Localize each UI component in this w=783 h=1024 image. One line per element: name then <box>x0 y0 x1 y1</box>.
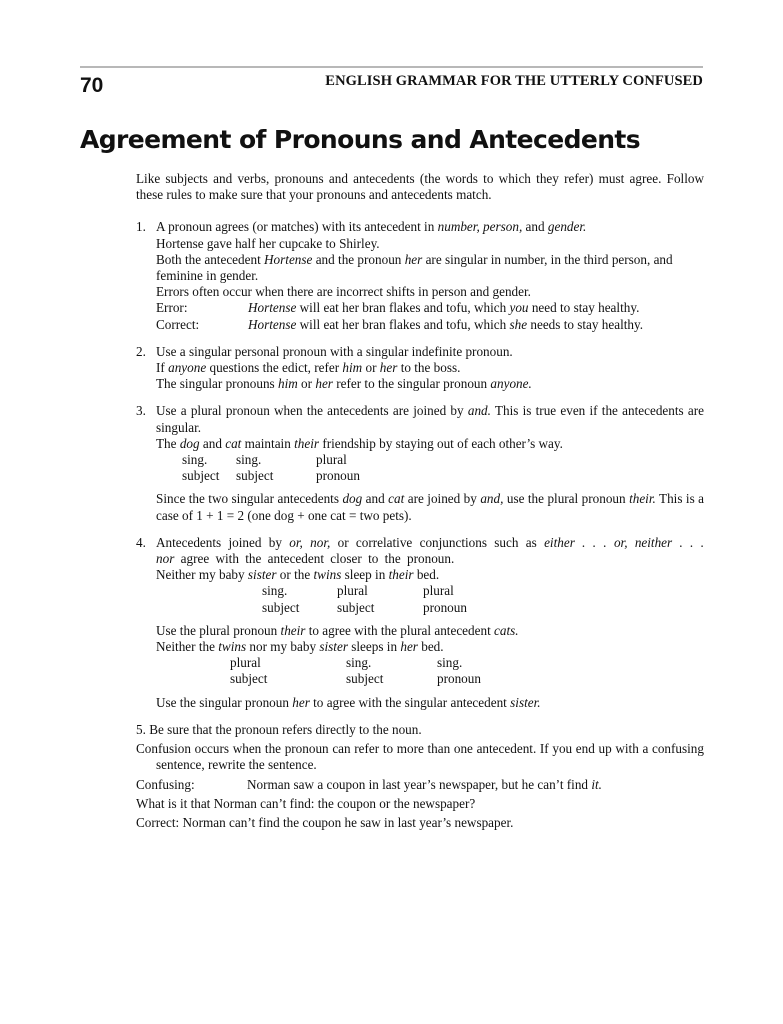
text: subject <box>182 468 220 484</box>
annotation <box>337 583 423 615</box>
text: sing. <box>182 452 208 468</box>
text: Both the antecedent <box>156 251 265 267</box>
rule-number: 2. <box>136 343 146 359</box>
text: or the <box>276 567 314 583</box>
text: her <box>292 694 310 710</box>
text: pronoun <box>437 671 481 687</box>
text: or correlative conjunctions such as <box>330 534 545 550</box>
text: it. <box>591 776 602 792</box>
text: subject <box>230 671 268 687</box>
text: sing. <box>437 655 463 671</box>
text: and <box>199 435 226 451</box>
header-rule <box>80 66 703 68</box>
text: bed. <box>413 567 440 583</box>
text: sing. <box>236 452 262 468</box>
text: sister <box>247 567 277 583</box>
rule-statement: 5. Be sure that the pronoun refers directly to the noun. <box>136 721 422 737</box>
text: dog <box>342 491 363 507</box>
annotation <box>262 583 337 615</box>
intro-paragraph: Like subjects and verbs, pronouns and antecedents (the words to which they refer) must agree. Follow these rules to make sure that your pronouns and antecedents match. <box>136 171 704 203</box>
text: their <box>280 622 306 638</box>
text: their. <box>629 491 656 507</box>
text: The <box>156 435 180 451</box>
annotation <box>346 655 437 687</box>
text: nor my baby <box>246 639 320 655</box>
text: will eat her bran flakes and tofu, which <box>296 300 510 316</box>
text: sing. <box>346 655 372 671</box>
text: to agree with the plural antecedent <box>305 622 495 638</box>
text: her <box>400 639 418 655</box>
example-sentence <box>156 436 704 452</box>
annotation <box>437 655 481 687</box>
text: agree with the antecedent closer to the pronoun. <box>174 551 455 567</box>
text: their <box>388 567 414 583</box>
explanation: Confusion occurs when the pronoun can refer to more than one antecedent. If you end up with a confusing sentence, rewrite the sentence. <box>136 741 704 773</box>
text: her <box>315 376 333 392</box>
rule-statement: Use a singular personal pronoun with a singular indefinite pronoun. <box>156 343 513 359</box>
text: sister <box>319 639 348 655</box>
confusing-label: Confusing: <box>136 776 195 792</box>
text: number, person, <box>437 219 523 235</box>
text: or, nor, <box>289 534 331 550</box>
text: plural <box>230 655 261 671</box>
annotation <box>182 452 236 484</box>
text: pronoun <box>423 599 467 615</box>
text: subject <box>346 671 384 687</box>
text: If <box>156 360 169 376</box>
text: twins <box>218 639 247 655</box>
text: Use a plural pronoun when the antecedents are joined by <box>156 403 468 419</box>
text: and, <box>480 491 504 507</box>
text: cat <box>225 435 242 451</box>
text: A pronoun agrees (or matches) with its antecedent in <box>156 219 438 235</box>
page-number: 70 <box>80 74 104 97</box>
text: are joined by <box>404 491 481 507</box>
text: anyone <box>168 360 207 376</box>
text: Hortense <box>248 316 297 332</box>
running-title: ENGLISH GRAMMAR FOR THE UTTERLY CONFUSED <box>325 73 703 89</box>
annotation <box>316 452 360 484</box>
rule-number: 1. <box>136 219 146 235</box>
text: twins <box>313 567 342 583</box>
text: questions the edict, refer <box>206 360 343 376</box>
text: Use the plural pronoun <box>156 622 281 638</box>
question: What is it that Norman can’t find: the coupon or the newspaper? <box>136 795 476 811</box>
text: maintain <box>241 435 295 451</box>
text: either . . . or, neither . . . nor <box>156 534 704 567</box>
body-text <box>136 171 704 831</box>
rule-3 <box>136 403 704 523</box>
text: and the pronoun <box>312 251 405 267</box>
text: plural <box>423 583 454 599</box>
annotation-grid <box>156 655 704 687</box>
text: dog <box>179 435 200 451</box>
explanation <box>156 252 704 284</box>
annotation <box>423 583 467 615</box>
rule-4 <box>136 535 704 711</box>
rule-number: 3. <box>136 403 146 419</box>
rule-number: 4. <box>136 534 146 550</box>
text: sister. <box>510 694 541 710</box>
text: to the boss. <box>397 360 461 376</box>
annotation-grid <box>156 452 704 484</box>
text: Hortense <box>248 300 297 316</box>
rule-statement <box>156 219 704 235</box>
annotation <box>236 452 316 484</box>
text: to agree with the singular antecedent <box>309 694 511 710</box>
text: cat <box>388 491 405 507</box>
text: cats. <box>494 622 519 638</box>
text: Neither my baby <box>156 567 248 583</box>
text: her <box>379 360 398 376</box>
text: sleeps in <box>347 639 401 655</box>
text: This is true even if the antecedents are singular. <box>156 403 704 435</box>
text: Since the two singular antecedents <box>156 491 343 507</box>
rule-statement <box>156 535 704 567</box>
explanation <box>156 491 704 523</box>
text: pronoun <box>316 468 360 484</box>
rule-statement <box>156 403 704 435</box>
text: bed. <box>417 639 444 655</box>
text: you <box>509 300 529 316</box>
text: she <box>509 316 528 332</box>
text: Norman saw a coupon in last year’s newspaper, but he can’t find <box>247 776 592 792</box>
explanation <box>156 623 704 639</box>
text: and <box>362 491 389 507</box>
correct-label: Correct: <box>156 316 200 332</box>
text: friendship by staying out of each other’s way. <box>319 435 563 451</box>
error-example <box>156 300 704 316</box>
text: anyone. <box>490 376 532 392</box>
error-label: Error: <box>156 300 188 316</box>
explanation <box>156 695 704 711</box>
text: need to stay healthy. <box>528 300 640 316</box>
text: are singular in number, in the third person, and feminine in gender. <box>156 251 673 284</box>
text: sing. <box>262 583 288 599</box>
text: Use the singular pronoun <box>156 694 293 710</box>
rule-1 <box>136 219 704 332</box>
correct-example <box>156 317 704 333</box>
text: Antecedents joined by <box>156 534 290 550</box>
text: Neither the <box>156 639 219 655</box>
example-sentence <box>156 567 704 583</box>
annotation-grid <box>156 583 704 615</box>
text: will eat her bran flakes and tofu, which <box>296 316 510 332</box>
text: sleep in <box>341 567 389 583</box>
correct-example: Correct: Norman can’t find the coupon he saw in last year’s newspaper. <box>136 814 514 830</box>
text: plural <box>316 452 347 468</box>
text: or <box>362 360 380 376</box>
text: or <box>297 376 316 392</box>
explanation: Errors often occur when there are incorrect shifts in person and gender. <box>156 284 531 300</box>
confusing-example <box>136 777 704 793</box>
text: her <box>404 251 423 267</box>
explanation <box>156 376 704 392</box>
example-sentence: Hortense gave half her cupcake to Shirley. <box>156 235 380 251</box>
example-sentence <box>156 639 704 655</box>
text: him <box>277 376 298 392</box>
text: him <box>342 360 363 376</box>
example-sentence <box>156 360 704 376</box>
annotation <box>230 655 346 687</box>
text: subject <box>262 599 300 615</box>
text: and <box>522 219 548 235</box>
text: This is a case of 1 + 1 = 2 (one dog + one cat = two pets). <box>156 491 705 523</box>
text: gender. <box>547 219 587 235</box>
text: their <box>294 435 320 451</box>
text: Hortense <box>264 251 313 267</box>
text: needs to stay healthy. <box>527 316 644 332</box>
text: plural <box>337 583 368 599</box>
rule-2 <box>136 344 704 393</box>
text: The singular pronouns <box>156 376 278 392</box>
rule-5 <box>136 722 704 831</box>
text: subject <box>236 468 274 484</box>
text: refer to the singular pronoun <box>332 376 491 392</box>
section-title: Agreement of Pronouns and Antecedents <box>80 125 641 154</box>
text: use the plural pronoun <box>503 491 630 507</box>
text: and. <box>467 403 491 419</box>
text: subject <box>337 599 375 615</box>
